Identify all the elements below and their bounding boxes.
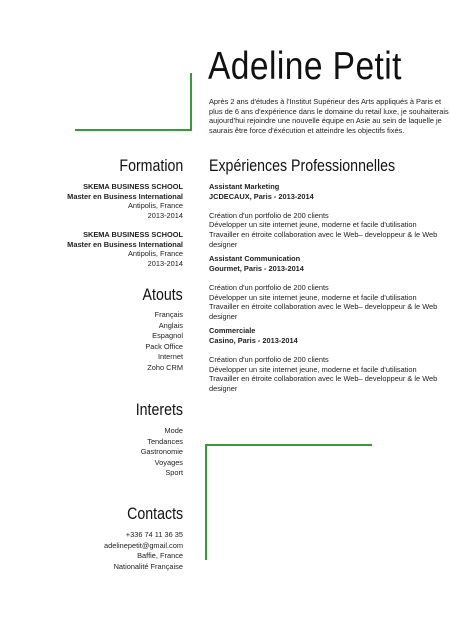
school-place: Antipolis, France <box>127 249 183 259</box>
list-item: Sport <box>165 468 183 477</box>
list-item: Français <box>154 310 183 319</box>
list-item: Mode <box>164 426 183 435</box>
nationality: Nationalité Française <box>113 561 183 571</box>
school-years: 2013-2014 <box>147 258 183 268</box>
job-detail: Développer un site internet jeune, moderne et facile d'utilisation <box>209 364 417 374</box>
accent-line-bottom-vertical <box>205 444 207 560</box>
job-company: JCDECAUX, Paris - 2013-2014 <box>209 191 314 201</box>
section-title-contacts: Contacts <box>126 505 183 523</box>
job-detail: Création d'un portfolio de 200 clients <box>209 355 329 365</box>
section-title-experiences: Expériences Professionnelles <box>209 157 396 175</box>
school-place: Antipolis, France <box>127 201 183 211</box>
list-item: Pack Office <box>145 341 183 351</box>
job-company: Gourmet, Paris - 2013-2014 <box>209 263 304 273</box>
formation-entry <box>67 182 183 220</box>
list-item: Zoho CRM <box>147 362 183 372</box>
atouts-list <box>145 310 183 373</box>
job-role: Assistant Communication <box>209 254 301 264</box>
job-role: Commerciale <box>209 326 256 336</box>
list-item: Espagnol <box>152 331 183 340</box>
list-item: Anglais <box>158 320 183 330</box>
job-detail: Travailler en étroite collaboration avec le Web– developpeur & le Web designer <box>209 229 438 249</box>
experience-list <box>209 182 449 393</box>
accent-line-top-vertical <box>190 73 192 131</box>
job-company: Casino, Paris - 2013-2014 <box>209 335 298 345</box>
job-detail: Développer un site internet jeune, moderne et facile d'utilisation <box>209 220 417 230</box>
school-name: SKEMA BUSINESS SCHOOL <box>83 182 183 191</box>
location: Baffie, France <box>137 551 183 560</box>
list-item: Internet <box>157 352 183 361</box>
formation-entry <box>67 230 183 268</box>
job-detail: Création d'un portfolio de 200 clients <box>209 210 329 220</box>
intro-paragraph: Après 2 ans d'études à l'Institut Supérieur des Arts appliqués à Paris et plus de 6 ans d'expérience dans le domaine du retail luxe, je souhaiterais aujourd'hui rejoindre une nouvelle équipe en Asie au sein de laquelle je saurais être force d'éxécution et atteindre les objectifs fixés. <box>209 97 449 136</box>
accent-line-bottom-horizontal <box>205 444 372 446</box>
contacts-list <box>104 530 183 572</box>
formation-list <box>67 182 183 268</box>
experience-entry <box>209 182 449 249</box>
list-item: Gastronomie <box>140 447 183 456</box>
phone-number: +336 74 11 36 35 <box>125 530 183 539</box>
job-role: Assistant Marketing <box>209 182 280 191</box>
section-title-formation: Formation <box>119 157 183 175</box>
interets-list <box>141 426 183 479</box>
school-years: 2013-2014 <box>147 210 183 220</box>
job-detail: Création d'un portfolio de 200 clients <box>209 282 329 292</box>
list-item: Tendances <box>147 436 183 446</box>
degree: Master en Business International <box>67 239 183 249</box>
accent-line-top-horizontal <box>75 129 192 131</box>
school-name: SKEMA BUSINESS SCHOOL <box>83 229 183 239</box>
section-title-atouts: Atouts <box>142 286 183 304</box>
experience-entry <box>209 254 449 321</box>
section-title-interets: Interets <box>135 401 183 419</box>
email-address: adelinepetit@gmail.com <box>104 540 183 550</box>
degree: Master en Business International <box>67 191 183 201</box>
candidate-name: Adeline Petit <box>208 45 402 88</box>
job-detail: Travailler en étroite collaboration avec le Web– developpeur & le Web designer <box>209 302 438 321</box>
job-detail: Développer un site internet jeune, moderne et facile d'utilisation <box>209 292 417 302</box>
experience-entry <box>209 326 449 393</box>
list-item: Voyages <box>154 457 183 467</box>
job-detail: Travailler en étroite collaboration avec le Web– developpeur & le Web designer <box>209 374 438 393</box>
